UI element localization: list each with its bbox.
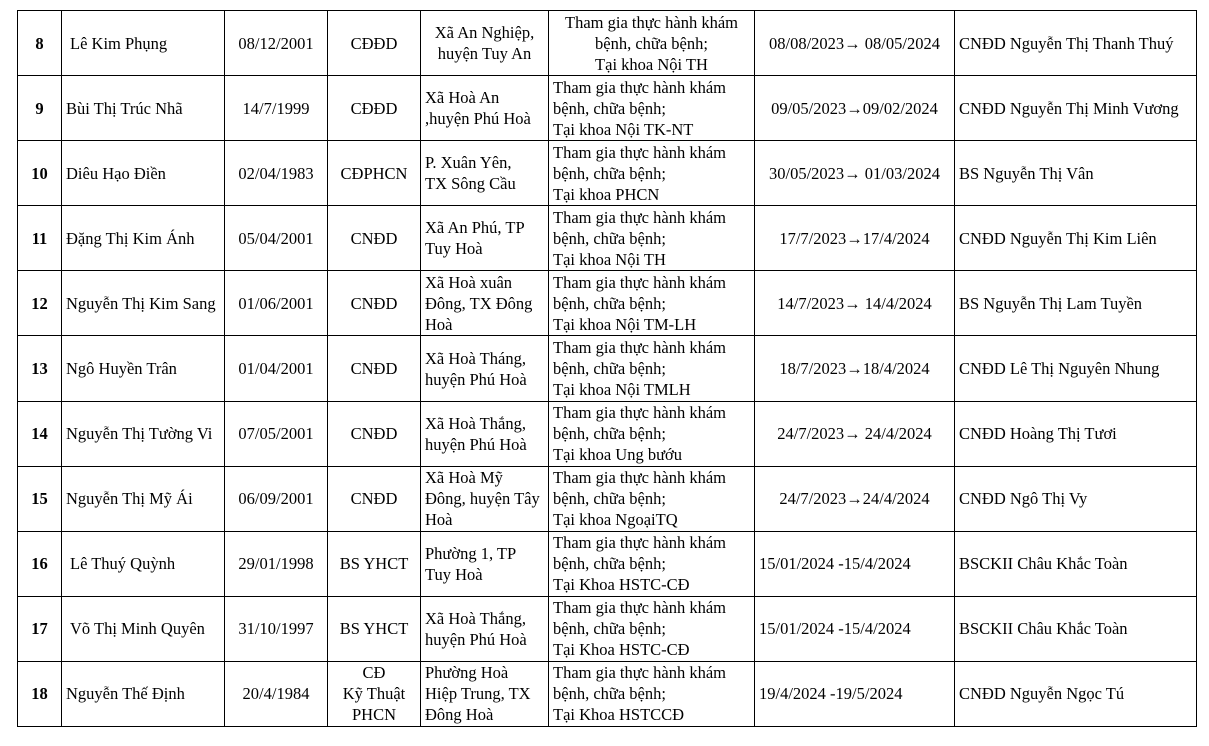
trainee-name: Ngô Huyền Trân — [62, 336, 225, 401]
training-content: Tham gia thực hành khám bệnh, chữa bệnh; Tại Khoa HSTC-CĐ — [549, 596, 755, 661]
training-period: 08/08/2023→ 08/05/2024 — [755, 11, 955, 76]
address: Xã Hoà An ,huyện Phú Hoà — [421, 76, 549, 141]
date-of-birth: 01/04/2001 — [225, 336, 328, 401]
row-number: 18 — [18, 661, 62, 726]
mentor: CNĐD Nguyễn Ngọc Tú — [955, 661, 1197, 726]
date-of-birth: 05/04/2001 — [225, 206, 328, 271]
date-of-birth: 06/09/2001 — [225, 466, 328, 531]
training-content: Tham gia thực hành khám bệnh, chữa bệnh; Tại Khoa HSTC-CĐ — [549, 531, 755, 596]
table-row — [18, 466, 1197, 531]
mentor: BS Nguyễn Thị Lam Tuyền — [955, 271, 1197, 336]
table-row — [18, 401, 1197, 466]
address: Xã Hoà xuân Đông, TX Đông Hoà — [421, 271, 549, 336]
mentor: CNĐD Hoàng Thị Tươi — [955, 401, 1197, 466]
row-number: 15 — [18, 466, 62, 531]
address: Xã An Nghiệp, huyện Tuy An — [421, 11, 549, 76]
address: Phường Hoà Hiệp Trung, TX Đông Hoà — [421, 661, 549, 726]
address: P. Xuân Yên, TX Sông Cầu — [421, 141, 549, 206]
date-of-birth: 08/12/2001 — [225, 11, 328, 76]
degree: CĐPHCN — [328, 141, 421, 206]
degree: CĐ Kỹ Thuật PHCN — [328, 661, 421, 726]
trainee-table — [17, 10, 1197, 727]
degree: CĐĐD — [328, 76, 421, 141]
row-number: 8 — [18, 11, 62, 76]
mentor: BSCKII Châu Khắc Toàn — [955, 531, 1197, 596]
date-of-birth: 31/10/1997 — [225, 596, 328, 661]
mentor: CNĐD Lê Thị Nguyên Nhung — [955, 336, 1197, 401]
training-period: 15/01/2024 -15/4/2024 — [755, 596, 955, 661]
date-of-birth: 20/4/1984 — [225, 661, 328, 726]
row-number: 10 — [18, 141, 62, 206]
training-period: 30/05/2023→ 01/03/2024 — [755, 141, 955, 206]
training-content: Tham gia thực hành khám bệnh, chữa bệnh; Tại khoa Nội TM-LH — [549, 271, 755, 336]
trainee-name: Đặng Thị Kim Ánh — [62, 206, 225, 271]
table-row — [18, 76, 1197, 141]
row-number: 9 — [18, 76, 62, 141]
row-number: 11 — [18, 206, 62, 271]
trainee-name: Bùi Thị Trúc Nhã — [62, 76, 225, 141]
training-content: Tham gia thực hành khám bệnh, chữa bệnh; Tại khoa NgoạiTQ — [549, 466, 755, 531]
trainee-name: Võ Thị Minh Quyên — [62, 596, 225, 661]
trainee-name: Nguyễn Thị Kim Sang — [62, 271, 225, 336]
table-row — [18, 336, 1197, 401]
training-content: Tham gia thực hành khám bệnh, chữa bệnh; Tại Khoa HSTCCĐ — [549, 661, 755, 726]
address: Xã Hoà Mỹ Đông, huyện Tây Hoà — [421, 466, 549, 531]
training-content: Tham gia thực hành khám bệnh, chữa bệnh; Tại khoa Nội TK-NT — [549, 76, 755, 141]
training-period: 19/4/2024 -19/5/2024 — [755, 661, 955, 726]
row-number: 17 — [18, 596, 62, 661]
training-period: 15/01/2024 -15/4/2024 — [755, 531, 955, 596]
address: Xã Hoà Tháng, huyện Phú Hoà — [421, 336, 549, 401]
table-row — [18, 206, 1197, 271]
date-of-birth: 01/06/2001 — [225, 271, 328, 336]
mentor: BSCKII Châu Khắc Toàn — [955, 596, 1197, 661]
mentor: CNĐD Nguyễn Thị Minh Vương — [955, 76, 1197, 141]
degree: CNĐD — [328, 206, 421, 271]
date-of-birth: 29/01/1998 — [225, 531, 328, 596]
training-content: Tham gia thực hành khám bệnh, chữa bệnh; Tại khoa Ung bướu — [549, 401, 755, 466]
trainee-name: Diêu Hạo Điền — [62, 141, 225, 206]
degree: BS YHCT — [328, 531, 421, 596]
row-number: 13 — [18, 336, 62, 401]
training-period: 14/7/2023→ 14/4/2024 — [755, 271, 955, 336]
date-of-birth: 02/04/1983 — [225, 141, 328, 206]
mentor: CNĐD Nguyễn Thị Kim Liên — [955, 206, 1197, 271]
address: Phường 1, TP Tuy Hoà — [421, 531, 549, 596]
training-content: Tham gia thực hành khám bệnh, chữa bệnh; Tại khoa Nội TH — [549, 11, 755, 76]
row-number: 16 — [18, 531, 62, 596]
degree: CNĐD — [328, 271, 421, 336]
mentor: BS Nguyễn Thị Vân — [955, 141, 1197, 206]
trainee-name: Lê Thuý Quỳnh — [62, 531, 225, 596]
training-period: 09/05/2023→09/02/2024 — [755, 76, 955, 141]
training-content: Tham gia thực hành khám bệnh, chữa bệnh; Tại khoa PHCN — [549, 141, 755, 206]
degree: CĐĐD — [328, 11, 421, 76]
training-content: Tham gia thực hành khám bệnh, chữa bệnh; Tại khoa Nội TMLH — [549, 336, 755, 401]
degree: CNĐD — [328, 401, 421, 466]
date-of-birth: 07/05/2001 — [225, 401, 328, 466]
table-row — [18, 271, 1197, 336]
trainee-name: Nguyễn Thị Tường Vi — [62, 401, 225, 466]
training-content: Tham gia thực hành khám bệnh, chữa bệnh; Tại khoa Nội TH — [549, 206, 755, 271]
mentor: CNĐD Nguyễn Thị Thanh Thuý — [955, 11, 1197, 76]
trainee-name: Nguyễn Thị Mỹ Ái — [62, 466, 225, 531]
table-row — [18, 596, 1197, 661]
degree: CNĐD — [328, 336, 421, 401]
table-row — [18, 661, 1197, 726]
trainee-name: Lê Kim Phụng — [62, 11, 225, 76]
degree: CNĐD — [328, 466, 421, 531]
date-of-birth: 14/7/1999 — [225, 76, 328, 141]
row-number: 14 — [18, 401, 62, 466]
row-number: 12 — [18, 271, 62, 336]
table-body — [18, 11, 1197, 727]
table-row — [18, 11, 1197, 76]
table-row — [18, 141, 1197, 206]
training-period: 17/7/2023→17/4/2024 — [755, 206, 955, 271]
address: Xã Hoà Thắng, huyện Phú Hoà — [421, 596, 549, 661]
mentor: CNĐD Ngô Thị Vy — [955, 466, 1197, 531]
address: Xã An Phú, TP Tuy Hoà — [421, 206, 549, 271]
trainee-name: Nguyễn Thế Định — [62, 661, 225, 726]
address: Xã Hoà Thắng, huyện Phú Hoà — [421, 401, 549, 466]
training-period: 18/7/2023→18/4/2024 — [755, 336, 955, 401]
table-row — [18, 531, 1197, 596]
training-period: 24/7/2023→24/4/2024 — [755, 466, 955, 531]
training-period: 24/7/2023→ 24/4/2024 — [755, 401, 955, 466]
degree: BS YHCT — [328, 596, 421, 661]
